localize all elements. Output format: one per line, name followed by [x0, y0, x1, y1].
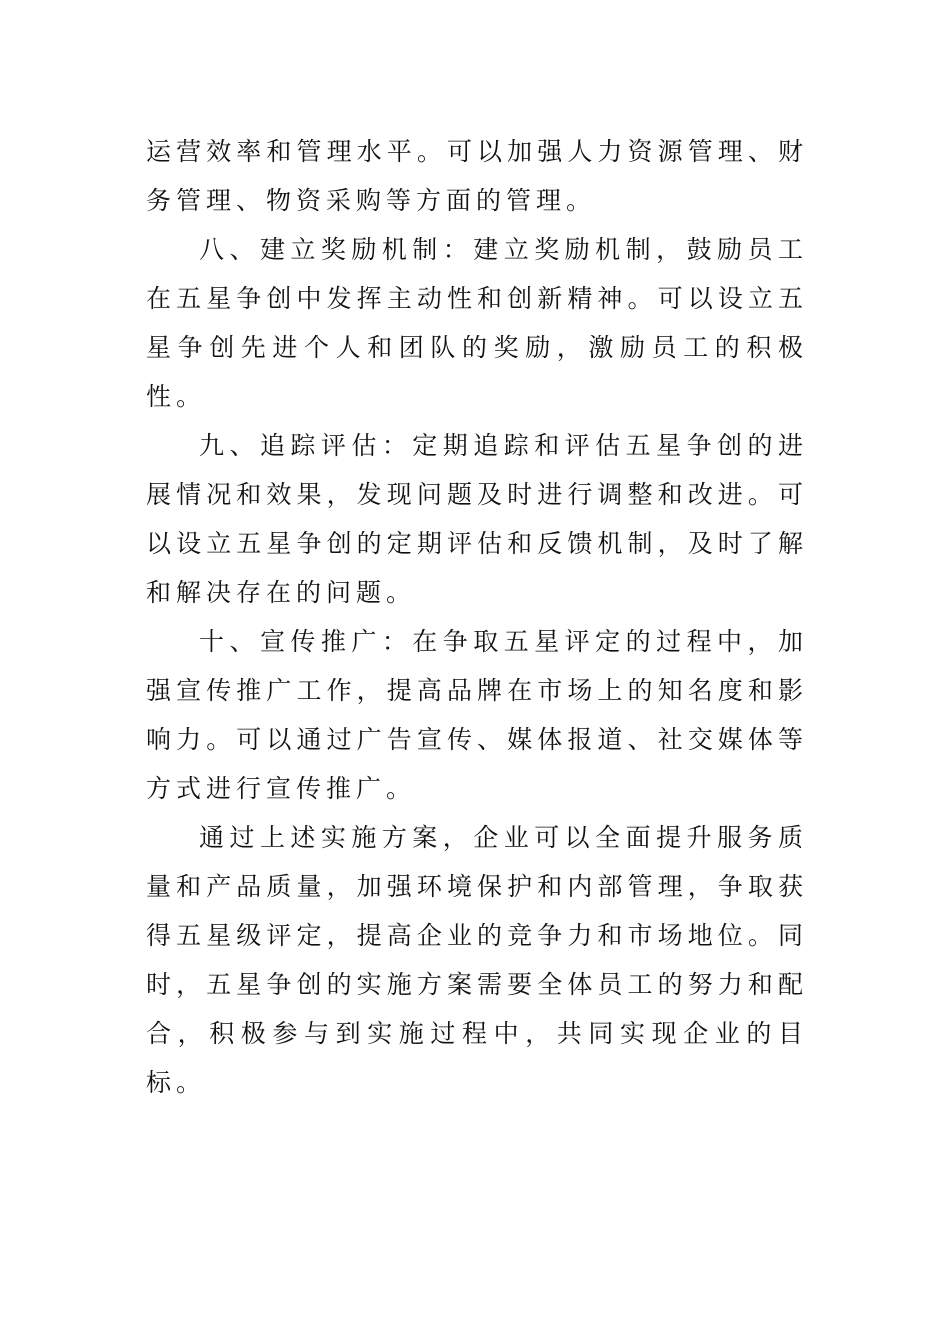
paragraph-reward-mechanism: 八、建立奖励机制：建立奖励机制，鼓励员工在五星争创中发挥主动性和创新精神。可以设立五星争创先进个人和团队的奖励，激励员工的积极性。: [146, 235, 808, 411]
paragraph-tracking-evaluation: 九、追踪评估：定期追踪和评估五星争创的进展情况和效果，发现问题及时进行调整和改进。可以设立五星争创的定期评估和反馈机制，及时了解和解决存在的问题。: [146, 431, 808, 607]
document-body: [146, 127, 808, 1107]
paragraph-conclusion: 通过上述实施方案，企业可以全面提升服务质量和产品质量，加强环境保护和内部管理，争取获得五星级评定，提高企业的竞争力和市场地位。同时，五星争创的实施方案需要全体员工的努力和配合，积极参与到实施过程中，共同实现企业的目标。: [146, 823, 808, 1097]
paragraph-continuation: 运营效率和管理水平。可以加强人力资源管理、财务管理、物资采购等方面的管理。: [146, 137, 808, 215]
paragraph-promotion: 十、宣传推广：在争取五星评定的过程中，加强宣传推广工作，提高品牌在市场上的知名度和影响力。可以通过广告宣传、媒体报道、社交媒体等方式进行宣传推广。: [146, 627, 808, 803]
